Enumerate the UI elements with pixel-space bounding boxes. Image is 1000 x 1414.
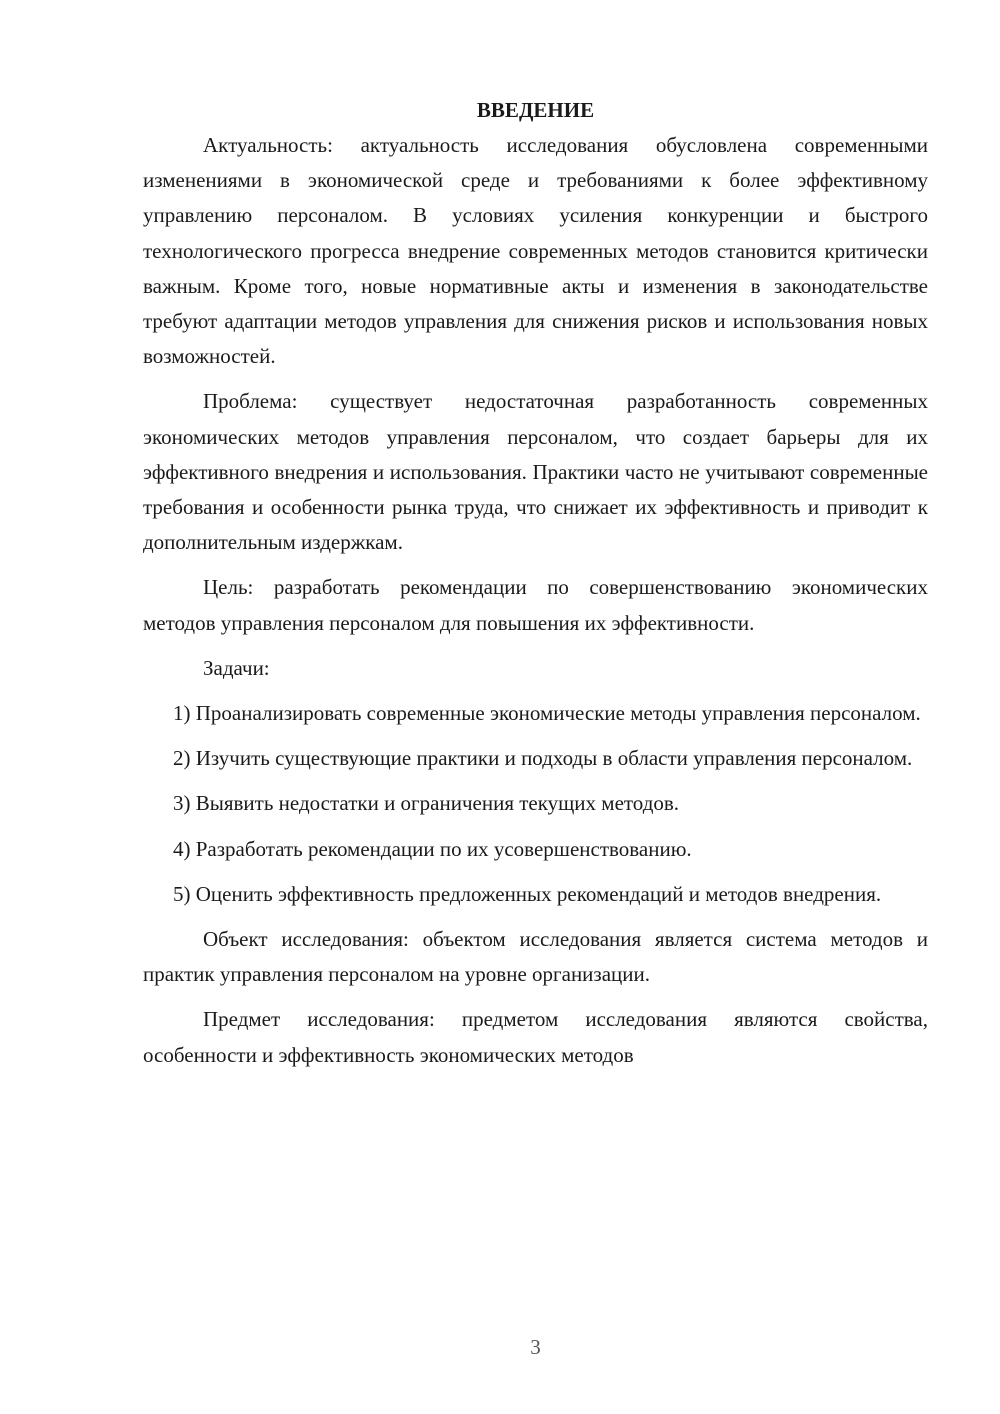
object-paragraph: Объект исследования: объектом исследования является система методов и практик управления персоналом на уровне организации. [143,927,928,987]
goal-paragraph: Цель: разработать рекомендации по совершенствованию экономических методов управления персоналом для повышения их эффективности. [143,575,928,635]
task-item-4: 4) Разработать рекомендации по их усовершенствованию. [173,836,692,861]
tasks-title: Задачи: [203,655,270,680]
task-item-5: 5) Оценить эффективность предложенных рекомендаций и методов внедрения. [173,881,882,906]
task-item-1: 1) Проанализировать современные экономические методы управления персоналом. [173,701,921,726]
task-item-3: 3) Выявить недостатки и ограничения текущих методов. [173,791,680,816]
subject-paragraph: Предмет исследования: предметом исследования являются свойства, особенности и эффективность экономических методов [143,1007,928,1067]
section-heading: ВВЕДЕНИЕ [476,98,595,122]
problem-paragraph: Проблема: существует недостаточная разработанность современных экономических методов управления персоналом, что создает барьеры для их эффективного внедрения и использования. Практики часто не учитывают современные требования и особенности рынка труда, что снижает их эффективность и приводит к дополнительным издержкам. [143,389,928,555]
relevance-paragraph: Актуальность: актуальность исследования обусловлена современными изменениями в экономической среде и требованиями к более эффективному управлению персоналом. В условиях усиления конкуренции и быстрого технологического прогресса внедрение современных методов становится критически важным. Кроме того, новые нормативные акты и изменения в законодательстве требуют адаптации методов управления для снижения рисков и использования новых возможностей. [143,133,928,369]
task-item-2: 2) Изучить существующие практики и подходы в области управления персоналом. [173,746,913,771]
page-number: 3 [530,1335,541,1359]
document-page [143,93,928,1083]
